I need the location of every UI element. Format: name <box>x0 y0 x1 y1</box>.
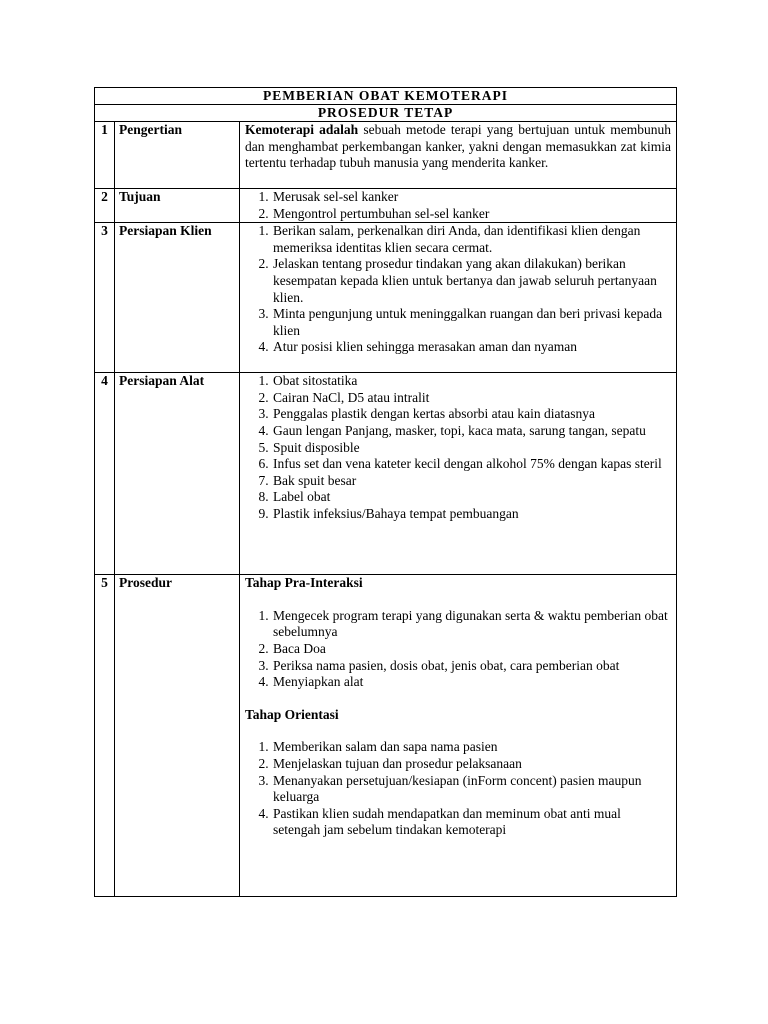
spacer <box>245 691 671 707</box>
row-prosedur <box>95 575 677 897</box>
list-item: 4. Menyiapkan alat <box>272 674 671 691</box>
list-item: 2. Menjelaskan tujuan dan prosedur pelaksanaan <box>272 756 671 773</box>
list-item: 1. Merusak sel-sel kanker <box>272 189 671 206</box>
row-persiapan-alat <box>95 373 677 575</box>
document-title: PEMBERIAN OBAT KEMOTERAPI <box>95 88 677 105</box>
client-prep-list <box>245 223 671 356</box>
sop-document <box>94 87 676 897</box>
subtitle-row <box>95 105 677 122</box>
row-label: Prosedur <box>115 575 240 897</box>
list-item: 7. Bak spuit besar <box>272 473 671 490</box>
list-item: 1. Mengecek program terapi yang digunakan serta & waktu pemberian obat sebelumnya <box>272 608 671 641</box>
row-persiapan-klien <box>95 223 677 373</box>
row-content <box>240 373 677 575</box>
row-label: Tujuan <box>115 189 240 223</box>
orientation-list <box>245 739 671 839</box>
title-row <box>95 88 677 105</box>
spacer <box>245 592 671 608</box>
list-item: 4. Gaun lengan Panjang, masker, topi, kaca mata, sarung tangan, sepatu <box>272 423 671 440</box>
stage-title-orientation: Tahap Orientasi <box>245 706 339 722</box>
list-item: 3. Menanyakan persetujuan/kesiapan (inForm concent) pasien maupun keluarga <box>272 773 671 806</box>
row-label: Pengertian <box>115 122 240 189</box>
row-number: 4 <box>95 373 115 575</box>
list-item: 8. Label obat <box>272 489 671 506</box>
pre-interaction-list <box>245 608 671 691</box>
list-item: 6. Infus set dan vena kateter kecil dengan alkohol 75% dengan kapas steril <box>272 456 671 473</box>
stage-title-pre-interaction: Tahap Pra-Interaksi <box>245 575 363 591</box>
row-pengertian <box>95 122 677 189</box>
row-label: Persiapan Klien <box>115 223 240 373</box>
list-item: 2. Mengontrol pertumbuhan sel-sel kanker <box>272 206 671 223</box>
list-item: 2. Baca Doa <box>272 641 671 658</box>
definition-text <box>240 122 677 189</box>
row-content <box>240 575 677 897</box>
list-item: 2. Cairan NaCl, D5 atau intralit <box>272 390 671 407</box>
goal-list <box>245 189 671 222</box>
row-number: 3 <box>95 223 115 373</box>
list-item: 5. Spuit disposible <box>272 440 671 457</box>
list-item: 3. Periksa nama pasien, dosis obat, jenis obat, cara pemberian obat <box>272 658 671 675</box>
list-item: 1. Memberikan salam dan sapa nama pasien <box>272 739 671 756</box>
row-number: 5 <box>95 575 115 897</box>
list-item: 4. Pastikan klien sudah mendapatkan dan meminum obat anti mual setengah jam sebelum tindakan kemoterapi <box>272 806 671 839</box>
spacer <box>245 723 671 739</box>
list-item: 3. Penggalas plastik dengan kertas absorbi atau kain diatasnya <box>272 406 671 423</box>
list-item: 1. Berikan salam, perkenalkan diri Anda, dan identifikasi klien dengan memeriksa identitas klien secara cermat. <box>272 223 671 256</box>
sop-table <box>94 87 677 897</box>
row-content <box>240 189 677 223</box>
document-subtitle: PROSEDUR TETAP <box>95 105 677 122</box>
list-item: 3. Minta pengunjung untuk meninggalkan ruangan dan beri privasi kepada klien <box>272 306 671 339</box>
equipment-list <box>245 373 671 522</box>
definition-term: Kemoterapi adalah <box>245 122 359 137</box>
row-tujuan <box>95 189 677 223</box>
list-item: 2. Jelaskan tentang prosedur tindakan yang akan dilakukan) berikan kesempatan kepada klien untuk bertanya dan jawab seluruh pertanyaan klien. <box>272 256 671 306</box>
row-number: 2 <box>95 189 115 223</box>
list-item: 9. Plastik infeksius/Bahaya tempat pembuangan <box>272 506 671 523</box>
definition-body: sebuah metode terapi yang bertujuan untuk membunuh dan menghambat perkembangan kanker, yakni dengan memasukkan zat kimia tertentu terhadap tubuh manusia yang menderita kanker. <box>245 122 672 171</box>
list-item: 4. Atur posisi klien sehingga merasakan aman dan nyaman <box>272 339 671 356</box>
row-content <box>240 223 677 373</box>
row-label: Persiapan Alat <box>115 373 240 575</box>
row-number: 1 <box>95 122 115 189</box>
list-item: 1. Obat sitostatika <box>272 373 671 390</box>
